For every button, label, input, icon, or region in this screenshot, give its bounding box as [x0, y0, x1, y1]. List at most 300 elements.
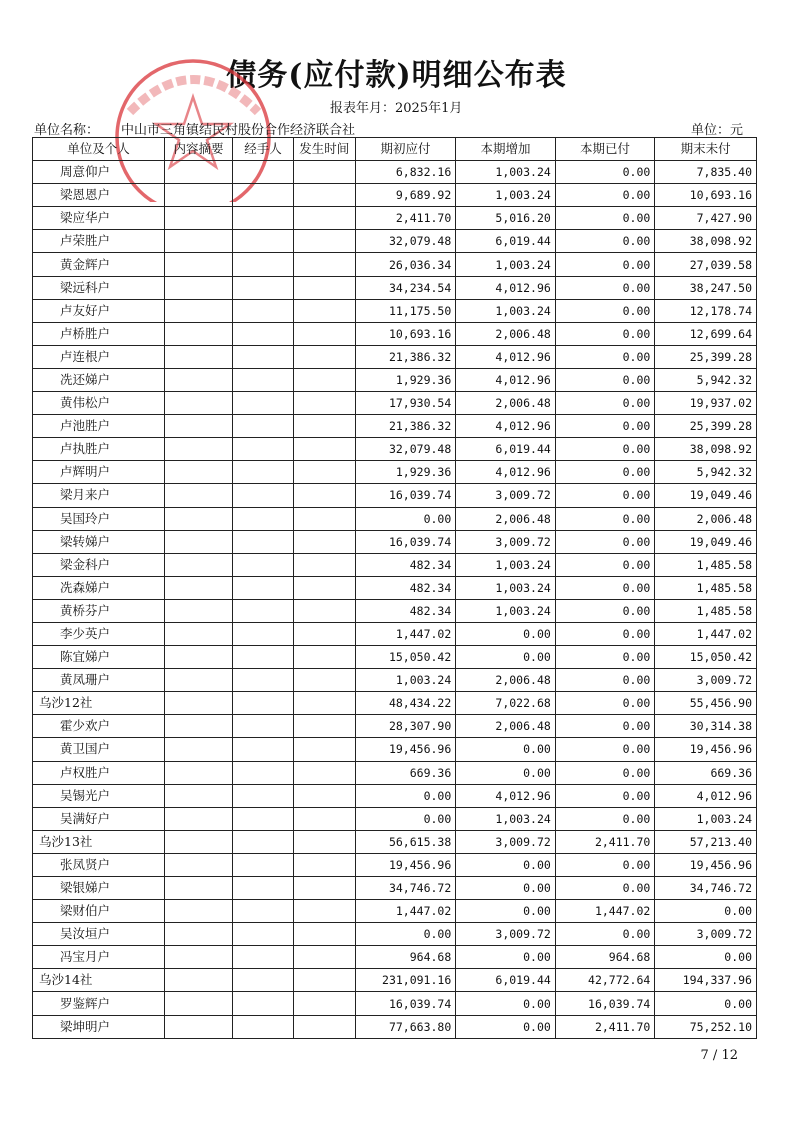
opening-payable-cell: 9,689.92 — [355, 184, 456, 207]
closing-unpaid-cell: 0.00 — [655, 992, 757, 1015]
date-cell — [293, 877, 355, 900]
table-row — [33, 345, 757, 368]
document-title: 债务(应付款)明细公布表 — [226, 58, 567, 93]
column-header: 本期增加 — [456, 138, 556, 161]
opening-payable-cell: 482.34 — [355, 599, 456, 622]
payee-name-cell: 梁财伯户 — [33, 900, 165, 923]
column-header: 发生时间 — [293, 138, 355, 161]
table-row — [33, 484, 757, 507]
handler-cell — [233, 553, 294, 576]
summary-cell — [165, 692, 233, 715]
table-body — [33, 161, 757, 1039]
opening-payable-cell: 19,456.96 — [355, 853, 456, 876]
handler-cell — [233, 877, 294, 900]
date-cell — [293, 438, 355, 461]
period-increase-cell: 1,003.24 — [456, 253, 556, 276]
handler-cell — [233, 438, 294, 461]
unit-name-value: 中山市三角镇结民村股份合作经济联合社 — [121, 123, 356, 138]
date-cell — [293, 900, 355, 923]
period-paid-cell: 42,772.64 — [555, 969, 655, 992]
period-paid-cell: 0.00 — [555, 576, 655, 599]
payee-name-cell: 卢权胜户 — [33, 761, 165, 784]
date-cell — [293, 461, 355, 484]
table-row — [33, 299, 757, 322]
period-increase-cell: 4,012.96 — [456, 276, 556, 299]
table-row — [33, 207, 757, 230]
summary-cell — [165, 530, 233, 553]
table-row — [33, 738, 757, 761]
payee-name-cell: 卢桥胜户 — [33, 322, 165, 345]
table-row — [33, 669, 757, 692]
payee-name-cell: 梁银娣户 — [33, 877, 165, 900]
table-row — [33, 761, 757, 784]
closing-unpaid-cell: 5,942.32 — [655, 368, 757, 391]
opening-payable-cell: 11,175.50 — [355, 299, 456, 322]
date-cell — [293, 345, 355, 368]
summary-cell — [165, 923, 233, 946]
opening-payable-cell: 6,832.16 — [355, 161, 456, 184]
summary-cell — [165, 599, 233, 622]
closing-unpaid-cell: 38,098.92 — [655, 230, 757, 253]
table-row — [33, 992, 757, 1015]
date-cell — [293, 530, 355, 553]
table-row — [33, 923, 757, 946]
handler-cell — [233, 322, 294, 345]
closing-unpaid-cell: 669.36 — [655, 761, 757, 784]
handler-cell — [233, 969, 294, 992]
date-cell — [293, 692, 355, 715]
payee-name-cell: 张凤贤户 — [33, 853, 165, 876]
table-row — [33, 507, 757, 530]
unit-name-line — [34, 119, 355, 138]
table-row — [33, 646, 757, 669]
closing-unpaid-cell: 10,693.16 — [655, 184, 757, 207]
table-row — [33, 692, 757, 715]
period-paid-cell: 0.00 — [555, 622, 655, 645]
period-increase-cell: 0.00 — [456, 761, 556, 784]
opening-payable-cell: 0.00 — [355, 784, 456, 807]
closing-unpaid-cell: 1,485.58 — [655, 576, 757, 599]
period-increase-cell: 1,003.24 — [456, 184, 556, 207]
payee-name-cell: 吴锡光户 — [33, 784, 165, 807]
period-increase-cell: 1,003.24 — [456, 553, 556, 576]
period-increase-cell: 2,006.48 — [456, 392, 556, 415]
handler-cell — [233, 599, 294, 622]
period-paid-cell: 0.00 — [555, 669, 655, 692]
handler-cell — [233, 207, 294, 230]
summary-cell — [165, 322, 233, 345]
handler-cell — [233, 807, 294, 830]
payee-name-cell: 梁应华户 — [33, 207, 165, 230]
table-row — [33, 530, 757, 553]
summary-cell — [165, 784, 233, 807]
summary-cell — [165, 946, 233, 969]
period-increase-cell: 0.00 — [456, 900, 556, 923]
period-paid-cell: 0.00 — [555, 161, 655, 184]
column-header: 单位及个人 — [33, 138, 165, 161]
date-cell — [293, 646, 355, 669]
table-row — [33, 415, 757, 438]
summary-cell — [165, 484, 233, 507]
period-paid-cell: 0.00 — [555, 646, 655, 669]
period-paid-cell: 0.00 — [555, 322, 655, 345]
date-cell — [293, 415, 355, 438]
table-row — [33, 900, 757, 923]
handler-cell — [233, 784, 294, 807]
closing-unpaid-cell: 27,039.58 — [655, 253, 757, 276]
date-cell — [293, 276, 355, 299]
table-row — [33, 276, 757, 299]
closing-unpaid-cell: 19,049.46 — [655, 530, 757, 553]
table-header-row — [33, 138, 757, 161]
period-increase-cell: 0.00 — [456, 622, 556, 645]
handler-cell — [233, 392, 294, 415]
date-cell — [293, 715, 355, 738]
date-cell — [293, 553, 355, 576]
date-cell — [293, 784, 355, 807]
unit-name-label: 单位名称： — [34, 123, 100, 138]
summary-cell — [165, 853, 233, 876]
period-increase-cell: 6,019.44 — [456, 230, 556, 253]
opening-payable-cell: 32,079.48 — [355, 438, 456, 461]
closing-unpaid-cell: 12,699.64 — [655, 322, 757, 345]
table-row — [33, 322, 757, 345]
date-cell — [293, 484, 355, 507]
summary-cell — [165, 807, 233, 830]
closing-unpaid-cell: 19,937.02 — [655, 392, 757, 415]
date-cell — [293, 946, 355, 969]
handler-cell — [233, 923, 294, 946]
payee-name-cell: 卢荣胜户 — [33, 230, 165, 253]
table-row — [33, 438, 757, 461]
payee-name-cell: 乌沙12社 — [33, 692, 165, 715]
period-paid-cell: 0.00 — [555, 923, 655, 946]
period-increase-cell: 0.00 — [456, 946, 556, 969]
date-cell — [293, 807, 355, 830]
period-increase-cell: 0.00 — [456, 853, 556, 876]
period-increase-cell: 2,006.48 — [456, 715, 556, 738]
summary-cell — [165, 368, 233, 391]
period-increase-cell: 4,012.96 — [456, 368, 556, 391]
closing-unpaid-cell: 30,314.38 — [655, 715, 757, 738]
closing-unpaid-cell: 2,006.48 — [655, 507, 757, 530]
table-row — [33, 877, 757, 900]
payee-name-cell: 黄桥芬户 — [33, 599, 165, 622]
opening-payable-cell: 21,386.32 — [355, 415, 456, 438]
payee-name-cell: 梁转娣户 — [33, 530, 165, 553]
handler-cell — [233, 761, 294, 784]
date-cell — [293, 853, 355, 876]
period-increase-cell: 4,012.96 — [456, 784, 556, 807]
payee-name-cell: 黄凤珊户 — [33, 669, 165, 692]
opening-payable-cell: 964.68 — [355, 946, 456, 969]
column-header: 内容摘要 — [165, 138, 233, 161]
table-row — [33, 161, 757, 184]
date-cell — [293, 830, 355, 853]
payee-name-cell: 吴汝垣户 — [33, 923, 165, 946]
summary-cell — [165, 830, 233, 853]
date-cell — [293, 599, 355, 622]
handler-cell — [233, 622, 294, 645]
opening-payable-cell: 2,411.70 — [355, 207, 456, 230]
period-increase-cell: 2,006.48 — [456, 322, 556, 345]
table-row — [33, 184, 757, 207]
period-paid-cell: 964.68 — [555, 946, 655, 969]
opening-payable-cell: 32,079.48 — [355, 230, 456, 253]
period-paid-cell: 0.00 — [555, 507, 655, 530]
payee-name-cell: 卢辉明户 — [33, 461, 165, 484]
period-paid-cell: 0.00 — [555, 599, 655, 622]
summary-cell — [165, 738, 233, 761]
handler-cell — [233, 161, 294, 184]
handler-cell — [233, 253, 294, 276]
closing-unpaid-cell: 25,399.28 — [655, 345, 757, 368]
summary-cell — [165, 669, 233, 692]
date-cell — [293, 253, 355, 276]
payee-name-cell: 罗鉴辉户 — [33, 992, 165, 1015]
handler-cell — [233, 715, 294, 738]
closing-unpaid-cell: 5,942.32 — [655, 461, 757, 484]
handler-cell — [233, 900, 294, 923]
opening-payable-cell: 34,234.54 — [355, 276, 456, 299]
summary-cell — [165, 992, 233, 1015]
closing-unpaid-cell: 1,003.24 — [655, 807, 757, 830]
closing-unpaid-cell: 1,485.58 — [655, 553, 757, 576]
handler-cell — [233, 946, 294, 969]
payee-name-cell: 梁月来户 — [33, 484, 165, 507]
period-paid-cell: 2,411.70 — [555, 1015, 655, 1038]
period-paid-cell: 0.00 — [555, 184, 655, 207]
opening-payable-cell: 669.36 — [355, 761, 456, 784]
closing-unpaid-cell: 15,050.42 — [655, 646, 757, 669]
summary-cell — [165, 253, 233, 276]
period-paid-cell: 16,039.74 — [555, 992, 655, 1015]
handler-cell — [233, 507, 294, 530]
period-paid-cell: 0.00 — [555, 715, 655, 738]
closing-unpaid-cell: 3,009.72 — [655, 669, 757, 692]
handler-cell — [233, 415, 294, 438]
handler-cell — [233, 368, 294, 391]
payee-name-cell: 卢连根户 — [33, 345, 165, 368]
payee-name-cell: 梁远科户 — [33, 276, 165, 299]
closing-unpaid-cell: 55,456.90 — [655, 692, 757, 715]
handler-cell — [233, 576, 294, 599]
date-cell — [293, 161, 355, 184]
handler-cell — [233, 692, 294, 715]
period-paid-cell: 0.00 — [555, 299, 655, 322]
period-increase-cell: 3,009.72 — [456, 923, 556, 946]
table-row — [33, 368, 757, 391]
payee-name-cell: 冼森娣户 — [33, 576, 165, 599]
handler-cell — [233, 230, 294, 253]
period-increase-cell: 0.00 — [456, 992, 556, 1015]
date-cell — [293, 299, 355, 322]
date-cell — [293, 184, 355, 207]
summary-cell — [165, 553, 233, 576]
period-paid-cell: 2,411.70 — [555, 830, 655, 853]
handler-cell — [233, 853, 294, 876]
closing-unpaid-cell: 194,337.96 — [655, 969, 757, 992]
handler-cell — [233, 738, 294, 761]
period-paid-cell: 0.00 — [555, 853, 655, 876]
opening-payable-cell: 1,929.36 — [355, 368, 456, 391]
period-paid-cell: 0.00 — [555, 553, 655, 576]
closing-unpaid-cell: 4,012.96 — [655, 784, 757, 807]
handler-cell — [233, 461, 294, 484]
column-header: 期初应付 — [355, 138, 456, 161]
period-increase-cell: 6,019.44 — [456, 969, 556, 992]
period-increase-cell: 0.00 — [456, 1015, 556, 1038]
summary-cell — [165, 299, 233, 322]
handler-cell — [233, 484, 294, 507]
payee-name-cell: 吴满好户 — [33, 807, 165, 830]
date-cell — [293, 576, 355, 599]
date-cell — [293, 669, 355, 692]
date-cell — [293, 230, 355, 253]
closing-unpaid-cell: 38,247.50 — [655, 276, 757, 299]
summary-cell — [165, 207, 233, 230]
period-paid-cell: 0.00 — [555, 738, 655, 761]
closing-unpaid-cell: 3,009.72 — [655, 923, 757, 946]
opening-payable-cell: 21,386.32 — [355, 345, 456, 368]
date-cell — [293, 923, 355, 946]
handler-cell — [233, 992, 294, 1015]
closing-unpaid-cell: 19,456.96 — [655, 853, 757, 876]
closing-unpaid-cell: 19,456.96 — [655, 738, 757, 761]
table-row — [33, 230, 757, 253]
handler-cell — [233, 184, 294, 207]
period-increase-cell: 4,012.96 — [456, 415, 556, 438]
summary-cell — [165, 230, 233, 253]
opening-payable-cell: 17,930.54 — [355, 392, 456, 415]
opening-payable-cell: 77,663.80 — [355, 1015, 456, 1038]
opening-payable-cell: 15,050.42 — [355, 646, 456, 669]
summary-cell — [165, 345, 233, 368]
closing-unpaid-cell: 1,447.02 — [655, 622, 757, 645]
column-header: 经手人 — [233, 138, 294, 161]
summary-cell — [165, 877, 233, 900]
opening-payable-cell: 0.00 — [355, 807, 456, 830]
period-paid-cell: 0.00 — [555, 761, 655, 784]
table-row — [33, 715, 757, 738]
period-paid-cell: 0.00 — [555, 415, 655, 438]
summary-cell — [165, 900, 233, 923]
table-row — [33, 830, 757, 853]
period-paid-cell: 0.00 — [555, 230, 655, 253]
table-row — [33, 622, 757, 645]
period-increase-cell: 1,003.24 — [456, 807, 556, 830]
period-paid-cell: 0.00 — [555, 530, 655, 553]
payee-name-cell: 梁坤明户 — [33, 1015, 165, 1038]
payee-name-cell: 梁恩恩户 — [33, 184, 165, 207]
summary-cell — [165, 415, 233, 438]
handler-cell — [233, 530, 294, 553]
period-paid-cell: 0.00 — [555, 368, 655, 391]
date-cell — [293, 368, 355, 391]
period-increase-cell: 5,016.20 — [456, 207, 556, 230]
table-row — [33, 853, 757, 876]
closing-unpaid-cell: 38,098.92 — [655, 438, 757, 461]
payee-name-cell: 霍少欢户 — [33, 715, 165, 738]
payee-name-cell: 冼还娣户 — [33, 368, 165, 391]
payee-name-cell: 陈宜娣户 — [33, 646, 165, 669]
summary-cell — [165, 461, 233, 484]
column-header: 本期已付 — [555, 138, 655, 161]
table-row — [33, 784, 757, 807]
column-header: 期末未付 — [655, 138, 757, 161]
period-paid-cell: 0.00 — [555, 276, 655, 299]
closing-unpaid-cell: 1,485.58 — [655, 599, 757, 622]
handler-cell — [233, 646, 294, 669]
report-date: 报表年月：2025年1月 — [330, 101, 463, 116]
period-increase-cell: 0.00 — [456, 877, 556, 900]
payee-name-cell: 黄金辉户 — [33, 253, 165, 276]
opening-payable-cell: 231,091.16 — [355, 969, 456, 992]
summary-cell — [165, 761, 233, 784]
opening-payable-cell: 0.00 — [355, 507, 456, 530]
period-increase-cell: 2,006.48 — [456, 669, 556, 692]
closing-unpaid-cell: 34,746.72 — [655, 877, 757, 900]
closing-unpaid-cell: 25,399.28 — [655, 415, 757, 438]
date-cell — [293, 738, 355, 761]
payee-name-cell: 卢池胜户 — [33, 415, 165, 438]
date-cell — [293, 1015, 355, 1038]
opening-payable-cell: 16,039.74 — [355, 484, 456, 507]
opening-payable-cell: 19,456.96 — [355, 738, 456, 761]
period-paid-cell: 0.00 — [555, 877, 655, 900]
payee-name-cell: 卢执胜户 — [33, 438, 165, 461]
opening-payable-cell: 16,039.74 — [355, 530, 456, 553]
payee-name-cell: 李少英户 — [33, 622, 165, 645]
summary-cell — [165, 161, 233, 184]
closing-unpaid-cell: 12,178.74 — [655, 299, 757, 322]
period-paid-cell: 0.00 — [555, 345, 655, 368]
date-cell — [293, 761, 355, 784]
opening-payable-cell: 56,615.38 — [355, 830, 456, 853]
summary-cell — [165, 276, 233, 299]
date-cell — [293, 392, 355, 415]
opening-payable-cell: 16,039.74 — [355, 992, 456, 1015]
period-paid-cell: 0.00 — [555, 784, 655, 807]
period-paid-cell: 0.00 — [555, 461, 655, 484]
opening-payable-cell: 482.34 — [355, 576, 456, 599]
date-cell — [293, 622, 355, 645]
date-cell — [293, 507, 355, 530]
summary-cell — [165, 1015, 233, 1038]
table-row — [33, 461, 757, 484]
closing-unpaid-cell: 0.00 — [655, 900, 757, 923]
date-cell — [293, 322, 355, 345]
period-paid-cell: 0.00 — [555, 207, 655, 230]
payee-name-cell: 乌沙13社 — [33, 830, 165, 853]
handler-cell — [233, 669, 294, 692]
period-paid-cell: 0.00 — [555, 807, 655, 830]
period-paid-cell: 0.00 — [555, 438, 655, 461]
summary-cell — [165, 576, 233, 599]
period-increase-cell: 3,009.72 — [456, 484, 556, 507]
opening-payable-cell: 1,447.02 — [355, 622, 456, 645]
opening-payable-cell: 1,929.36 — [355, 461, 456, 484]
table-row — [33, 1015, 757, 1038]
opening-payable-cell: 28,307.90 — [355, 715, 456, 738]
opening-payable-cell: 0.00 — [355, 923, 456, 946]
handler-cell — [233, 345, 294, 368]
payee-name-cell: 梁金科户 — [33, 553, 165, 576]
table-row — [33, 969, 757, 992]
table-row — [33, 392, 757, 415]
period-paid-cell: 0.00 — [555, 484, 655, 507]
table-row — [33, 807, 757, 830]
